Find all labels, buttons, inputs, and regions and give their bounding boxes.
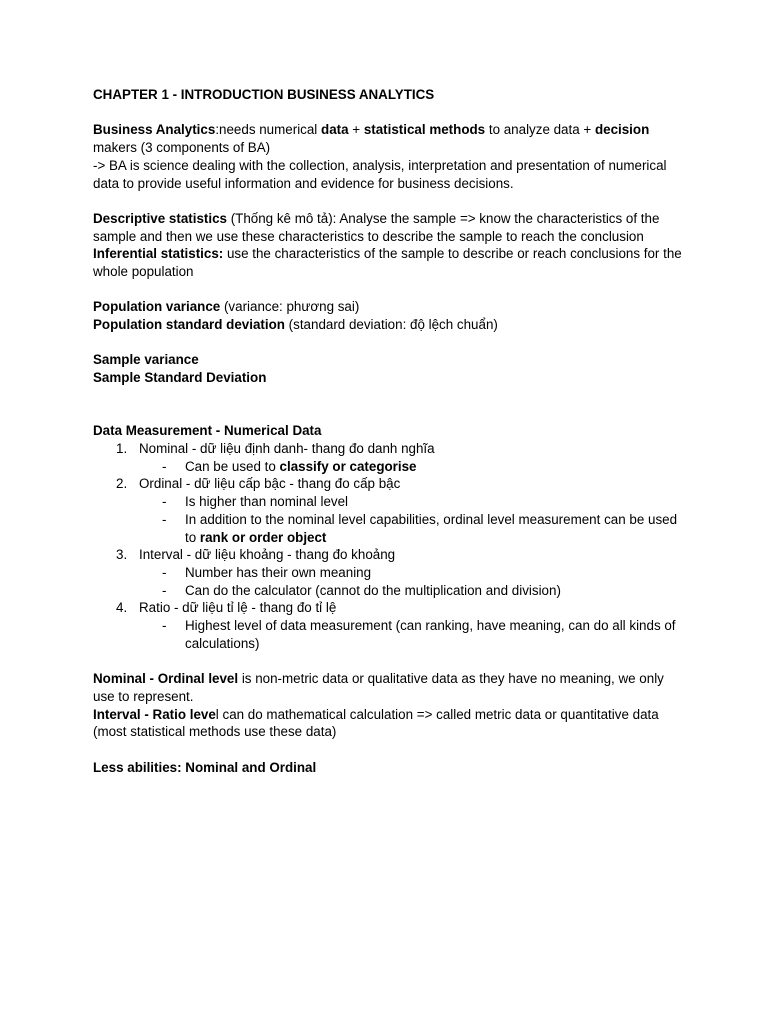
ba-definition: -> BA is science dealing with the collection, analysis, interpretation and presentation of numerical data to provide useful information and evidence for business decisions. xyxy=(93,157,667,191)
sub-item: - Can be used to classify or categorise xyxy=(162,458,417,474)
business-analytics-paragraph: Business Analytics:needs numerical data + statistical methods to analyze data + decision makers (3 components of BA) xyxy=(93,122,650,156)
document-body xyxy=(93,86,683,776)
ba-term: Business Analytics xyxy=(93,122,216,138)
population-variance: Population variance (variance: phương sai) xyxy=(93,299,360,315)
sub-item: - Highest level of data measurement (can ranking, have meaning, can do all kinds of calculations) xyxy=(162,618,676,651)
interval-ratio-paragraph: Interval - Ratio level can do mathematical calculation => called metric data or quantitative data (most statistical methods use these data) xyxy=(93,706,659,740)
descriptive-statistics: Descriptive statistics (Thống kê mô tả): Analyse the sample => know the characteristics of the sample and then we use these characteristics to describe the sample to reach the conclusion xyxy=(93,210,660,244)
sub-item: - Is higher than nominal level xyxy=(162,494,349,510)
inferential-statistics: Inferential statistics: use the characteristics of the sample to describe or reach conclusions for the whole population xyxy=(93,246,682,279)
nominal-ordinal-paragraph: Nominal - Ordinal level is non-metric data or qualitative data as they have no meaning, we only use to represent. xyxy=(93,671,664,704)
sub-item: - Number has their own meaning xyxy=(162,564,372,580)
sub-item: - In addition to the nominal level capabilities, ordinal level measurement can be used to rank or order object xyxy=(162,511,678,545)
sample-variance: Sample variance xyxy=(93,352,199,368)
measurement-heading: Data Measurement - Numerical Data xyxy=(93,423,322,439)
less-abilities: Less abilities: Nominal and Ordinal xyxy=(93,759,317,775)
measurement-item-ratio: 4. Ratio - dữ liệu tỉ lệ - thang đo tỉ lệ xyxy=(116,600,337,616)
sub-item: - Can do the calculator (cannot do the multiplication and division) xyxy=(162,582,561,598)
measurement-item-ordinal: 2. Ordinal - dữ liệu cấp bậc - thang đo cấp bậc xyxy=(116,476,401,492)
chapter-title: CHAPTER 1 - INTRODUCTION BUSINESS ANALYTICS xyxy=(93,87,435,102)
sample-standard-deviation: Sample Standard Deviation xyxy=(93,370,267,386)
population-standard-deviation: Population standard deviation (standard deviation: độ lệch chuẩn) xyxy=(93,317,498,333)
measurement-item-interval: 3. Interval - dữ liệu khoảng - thang đo khoảng xyxy=(116,547,396,563)
measurement-item-nominal: 1. Nominal - dữ liệu định danh- thang đo danh nghĩa xyxy=(116,440,435,456)
